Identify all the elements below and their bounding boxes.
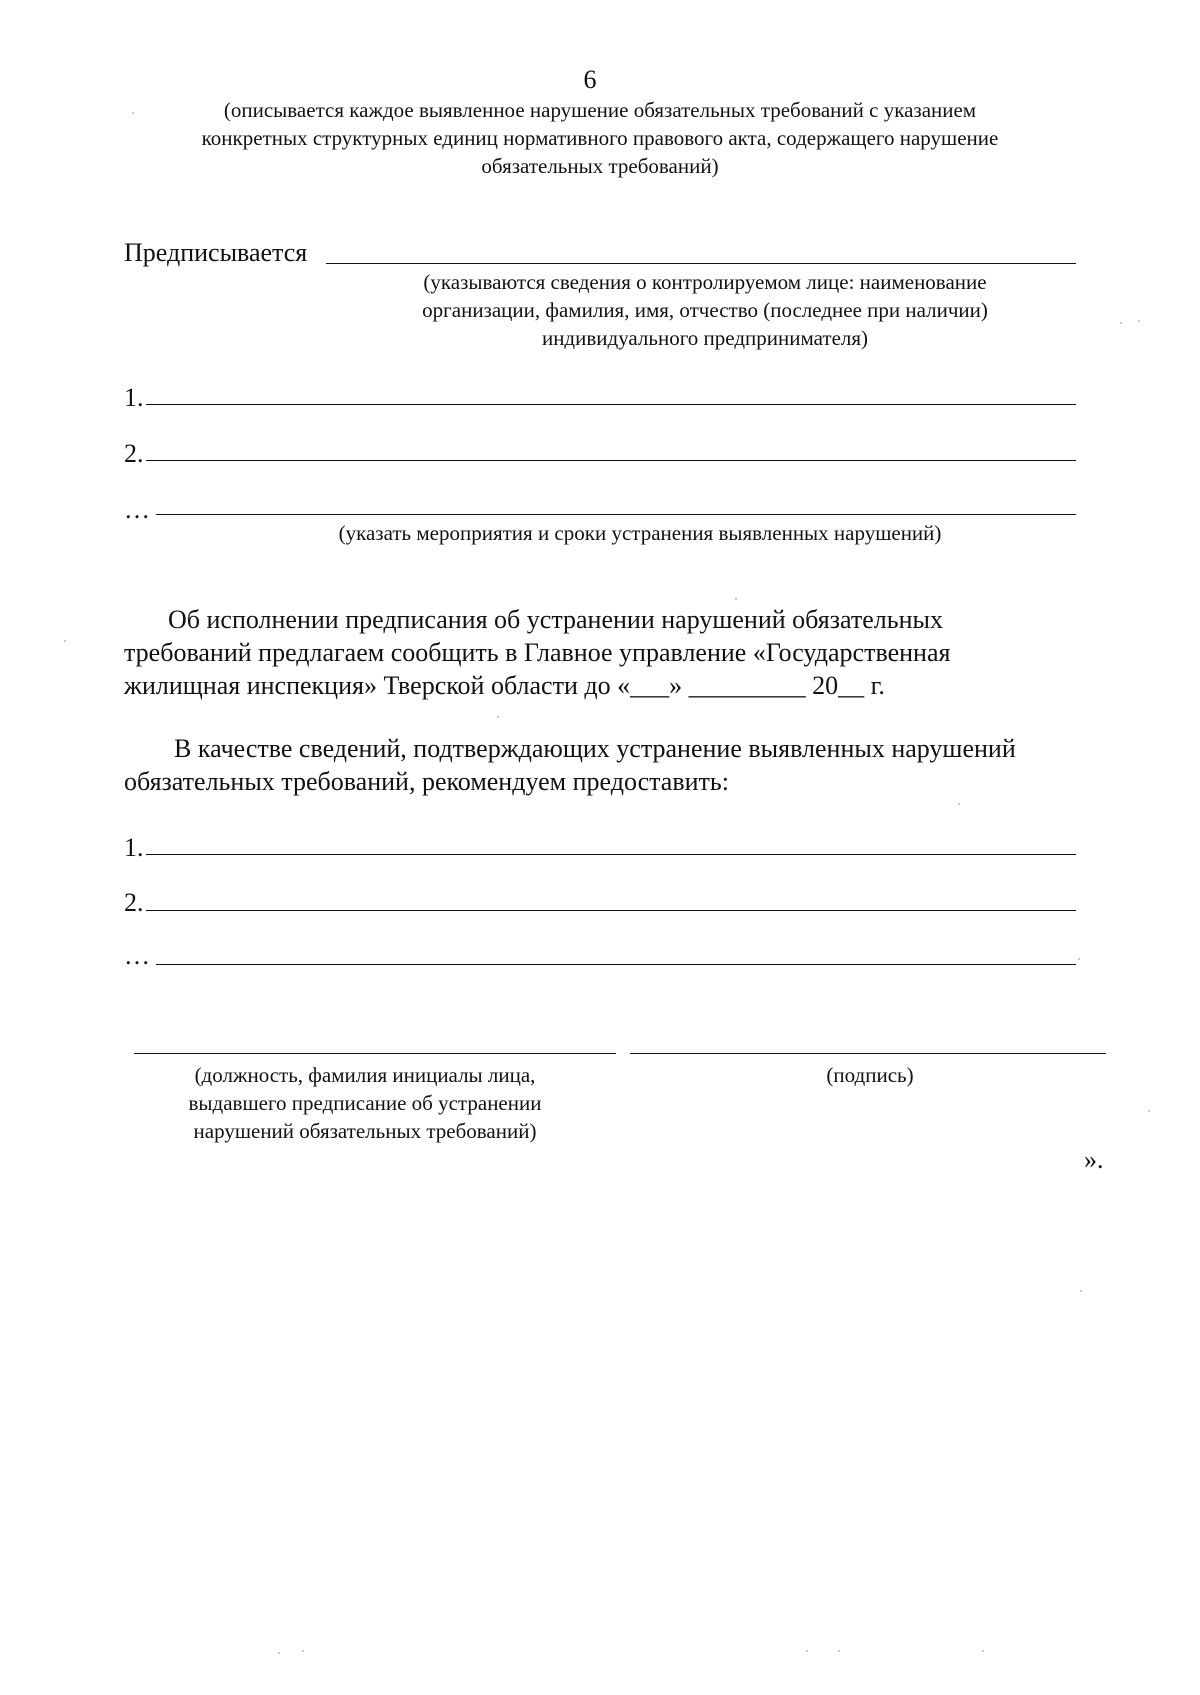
evidence-fill-line[interactable] <box>146 910 1076 911</box>
note-line: (должность, фамилия инициалы лица, <box>194 1063 536 1087</box>
measures-fill-line[interactable] <box>156 514 1076 515</box>
note-line: (описывается каждое выявленное нарушение обязательных требований с указанием <box>223 98 977 122</box>
signature-line[interactable] <box>630 1053 1106 1054</box>
evidence-fill-line[interactable] <box>146 854 1076 855</box>
measures-item-ellipsis: … <box>124 495 150 524</box>
evidence-paragraph-line: обязательных требований, рекомендуем предоставить: <box>124 767 729 796</box>
evidence-item-number: 2. <box>124 888 144 917</box>
measures-item-number: 2. <box>124 439 144 468</box>
note-line: выдавшего предписание об устранении <box>188 1091 542 1115</box>
prescribed-label: Предписывается <box>124 238 308 267</box>
prescribed-fill-line[interactable] <box>326 263 1076 264</box>
execution-paragraph-line: требований предлагаем сообщить в Главное управление «Государственная <box>124 638 951 667</box>
note-line: (указываются сведения о контролируемом лице: наименование <box>423 270 987 294</box>
execution-paragraph-line: Об исполнении предписания об устранении нарушений обязательных <box>168 605 943 634</box>
measures-fill-line[interactable] <box>146 404 1076 405</box>
closing-quote-mark: ». <box>1084 1145 1104 1174</box>
page-number: 6 <box>583 65 597 94</box>
execution-paragraph-line: жилищная инспекция» Тверской области до «___» _________ 20__ г. <box>124 671 885 700</box>
measures-item-number: 1. <box>124 383 144 412</box>
measures-fill-line[interactable] <box>146 460 1076 461</box>
signature-note: (подпись) <box>826 1063 914 1087</box>
violation-description-note <box>120 96 1080 180</box>
controlled-person-note <box>340 268 1070 352</box>
position-signature-line[interactable] <box>134 1053 616 1054</box>
note-line: индивидуального предпринимателя) <box>541 326 869 350</box>
evidence-item-ellipsis: … <box>124 941 150 970</box>
evidence-paragraph-line: В качестве сведений, подтверждающих устранение выявленных нарушений <box>174 734 1016 763</box>
position-note <box>150 1061 580 1145</box>
evidence-item-number: 1. <box>124 833 144 862</box>
note-line: обязательных требований) <box>481 154 719 178</box>
note-line: организации, фамилия, имя, отчество (последнее при наличии) <box>422 298 988 322</box>
note-line: нарушений обязательных требований) <box>193 1119 537 1143</box>
note-line: конкретных структурных единиц нормативного правового акта, содержащего нарушение <box>201 126 999 150</box>
measures-note: (указать мероприятия и сроки устранения выявленных нарушений) <box>338 521 942 545</box>
evidence-fill-line[interactable] <box>156 964 1076 965</box>
